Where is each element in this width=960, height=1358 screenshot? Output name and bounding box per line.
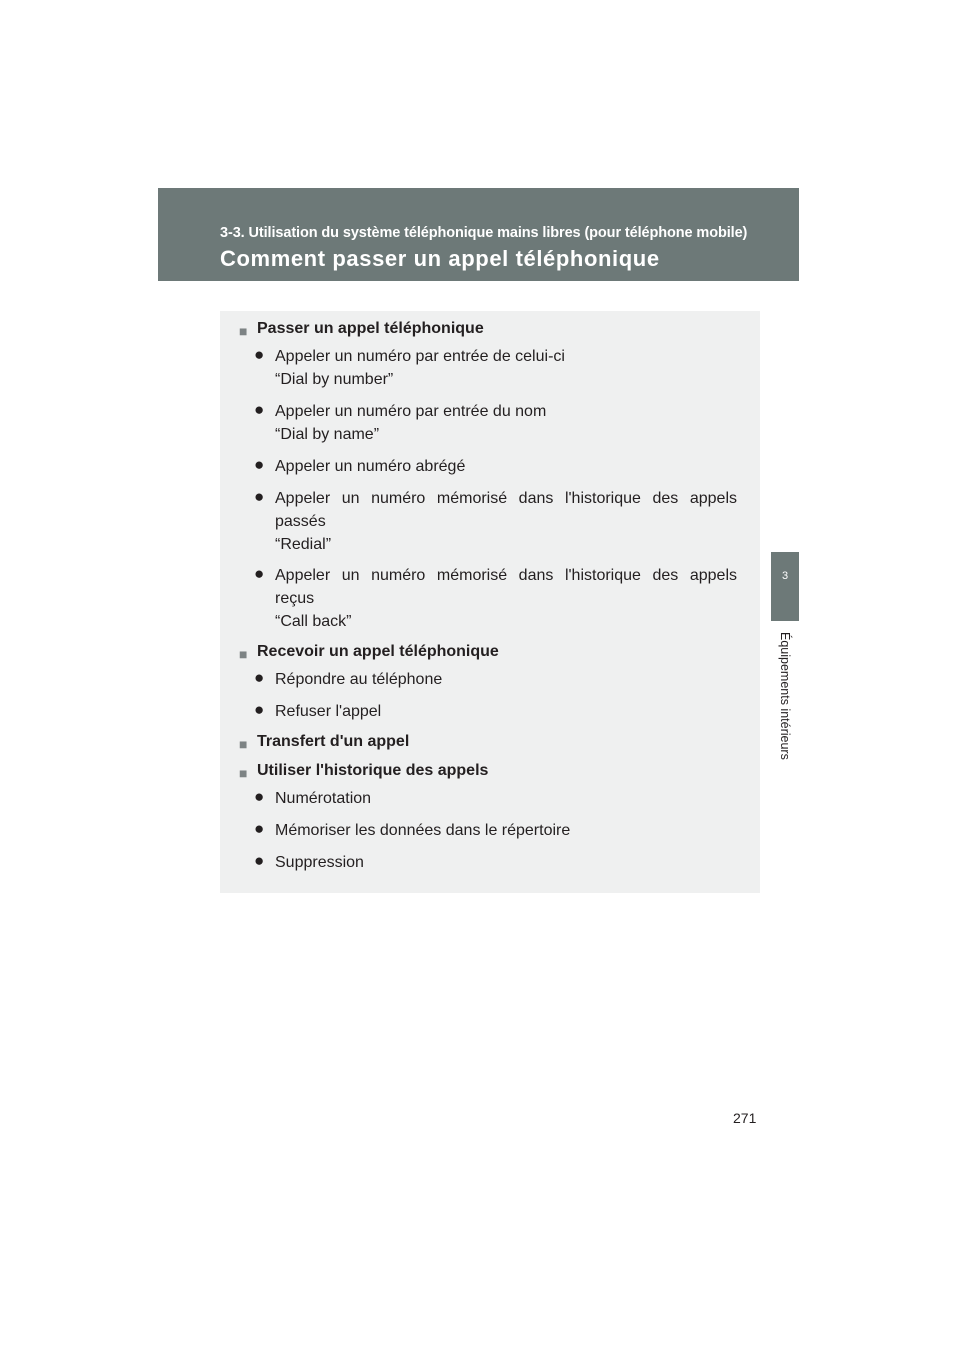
item-command: “Call back” [275,613,352,630]
square-bullet-icon: ■ [239,736,248,752]
chapter-number: 3 [781,570,789,582]
round-bullet-icon: ● [254,345,265,364]
section-heading: Utiliser l'historique des appels [257,762,489,779]
round-bullet-icon: ● [254,487,265,506]
round-bullet-icon: ● [254,700,265,719]
item-text: Mémoriser les données dans le répertoire [275,822,571,839]
item-text: Suppression [275,854,364,871]
list-item [275,345,737,391]
item-text: Numérotation [275,790,372,807]
chapter-tab [771,552,799,621]
list-item [275,819,737,842]
item-text: Appeler un numéro mémorisé dans l'historique des appels [275,567,737,584]
round-bullet-icon: ● [254,819,265,838]
item-text: Appeler un numéro abrégé [275,458,466,475]
item-text: Répondre au téléphone [275,671,443,688]
item-text-continued: reçus [275,590,315,607]
item-text: Refuser l'appel [275,703,382,720]
square-bullet-icon: ■ [239,765,248,781]
page-title: Comment passer un appel téléphonique [220,246,660,271]
section-heading: Passer un appel téléphonique [257,320,484,337]
section-heading: Recevoir un appel téléphonique [257,643,499,660]
chapter-label-container [772,632,798,792]
round-bullet-icon: ● [254,400,265,419]
round-bullet-icon: ● [254,787,265,806]
list-item [275,487,737,556]
item-command: “Dial by name” [275,426,380,443]
list-item [275,400,737,446]
item-text: Appeler un numéro par entrée du nom [275,403,547,420]
item-text: Appeler un numéro par entrée de celui-ci [275,348,565,365]
list-item [275,668,737,691]
list-item [275,851,737,874]
item-text: Appeler un numéro mémorisé dans l'historique des appels [275,490,737,507]
list-item [275,455,737,478]
item-command: “Dial by number” [275,371,394,388]
round-bullet-icon: ● [254,455,265,474]
section-header [158,188,799,281]
list-item [275,700,737,723]
round-bullet-icon: ● [254,851,265,870]
chapter-label: Équipements intérieurs [778,632,792,760]
section-subtitle: 3-3. Utilisation du système téléphonique mains libres (pour téléphone mobile) [220,225,748,241]
square-bullet-icon: ■ [239,646,248,662]
list-item [275,564,737,633]
item-command: “Redial” [275,536,332,553]
section-heading: Transfert d'un appel [257,733,410,750]
square-bullet-icon: ■ [239,323,248,339]
summary-box [220,311,760,893]
round-bullet-icon: ● [254,564,265,583]
item-text-continued: passés [275,513,326,530]
round-bullet-icon: ● [254,668,265,687]
list-item [275,787,737,810]
page-number: 271 [733,1110,757,1126]
